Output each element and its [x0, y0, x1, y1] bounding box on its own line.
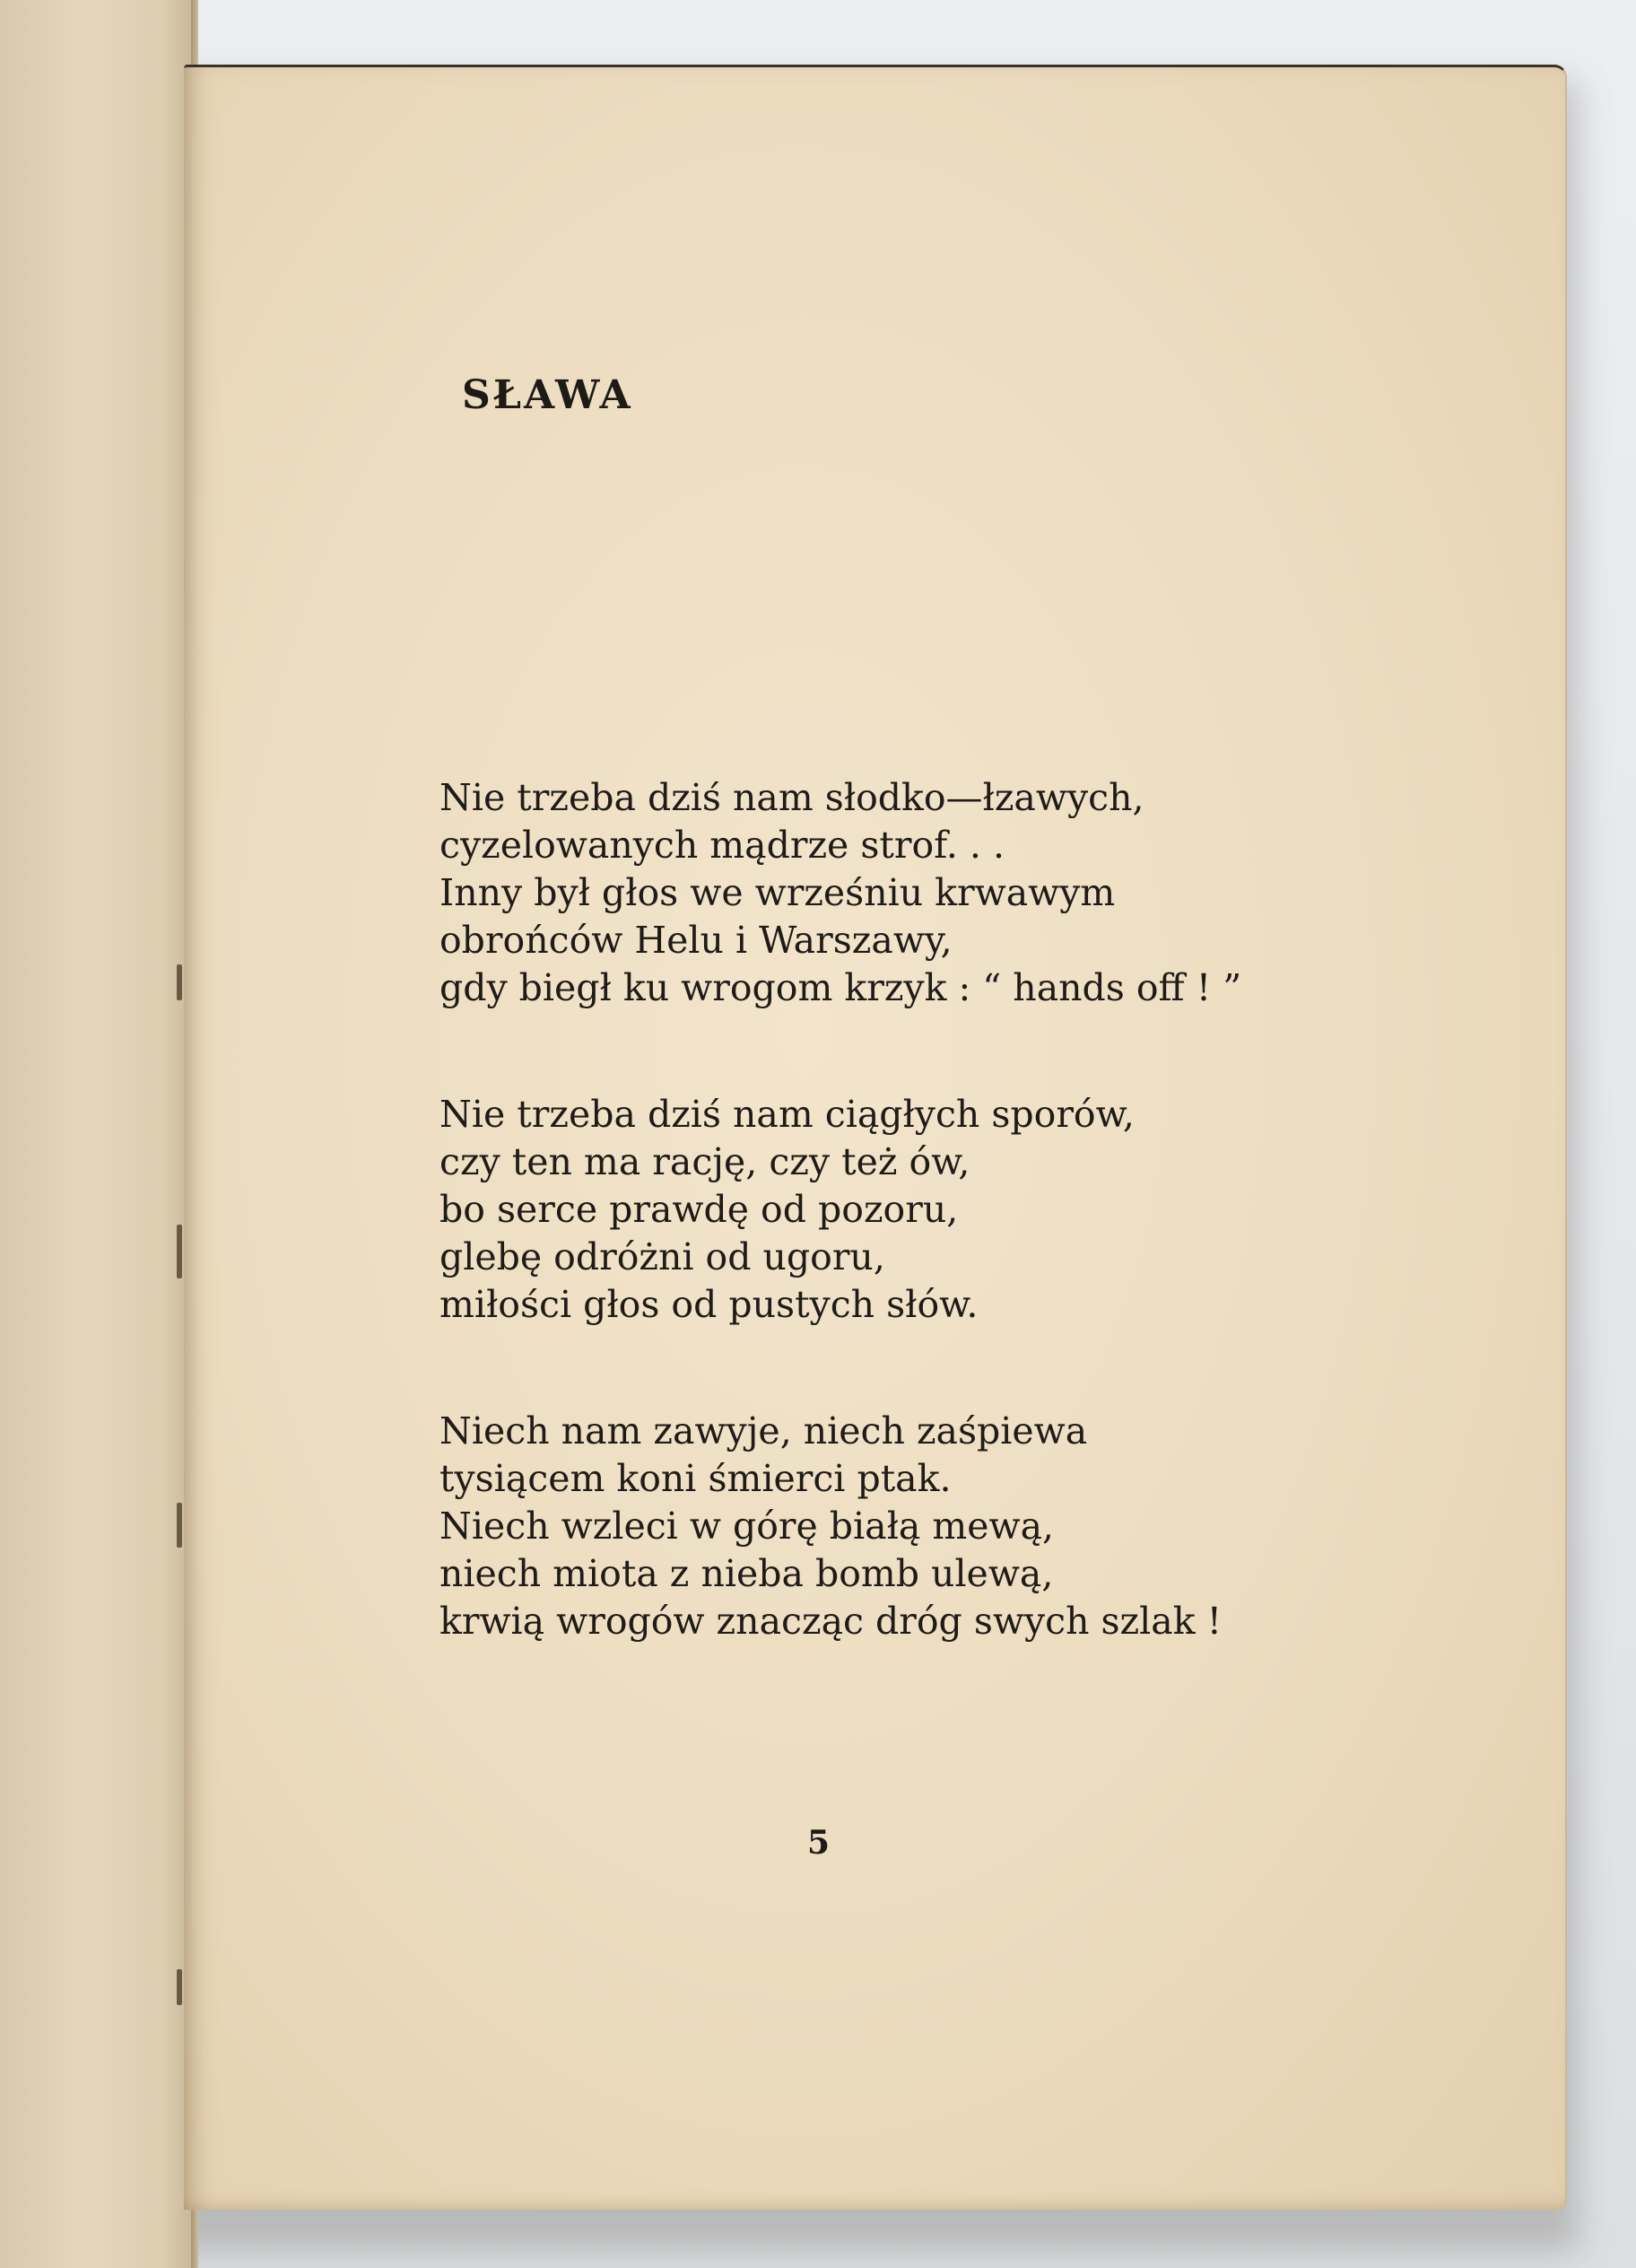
- poem-title: SŁAWA: [462, 372, 633, 418]
- binding-stitch: [177, 1225, 182, 1278]
- poem-line: Nie trzeba dziś nam ciągłych sporów,: [439, 1093, 1135, 1136]
- poem-line: Niech wzleci w górę białą mewą,: [439, 1505, 1055, 1548]
- right-page: [184, 65, 1567, 2210]
- stanza-3: [439, 1408, 1534, 1645]
- stanza-1: [439, 774, 1534, 1012]
- poem-line: niech miota z nieba bomb ulewą,: [439, 1552, 1054, 1595]
- poem-line: gdy biegł ku wrogom krzyk : “ hands off ! ”: [439, 966, 1242, 1009]
- poem-body: [439, 774, 1534, 1724]
- binding-stitch: [177, 1969, 182, 2005]
- poem-line: obrońców Helu i Warszawy,: [439, 919, 953, 962]
- poem-line: Nie trzeba dziś nam słodko—łzawych,: [439, 776, 1144, 819]
- poem-line: czy ten ma rację, czy też ów,: [439, 1140, 970, 1183]
- poem-line: Niech nam zawyje, niech zaśpiewa: [439, 1409, 1088, 1452]
- stanza-2: [439, 1091, 1534, 1329]
- poem-line: cyzelowanych mądrze strof. . .: [439, 824, 1005, 867]
- poem-line: krwią wrogów znacząc dróg swych szlak !: [439, 1600, 1223, 1643]
- binding-stitch: [177, 1503, 182, 1548]
- poem-line: miłości głos od pustych słów.: [439, 1283, 979, 1326]
- poem-line: tysiącem koni śmierci ptak.: [439, 1457, 952, 1500]
- binding-stitch: [177, 964, 182, 1000]
- poem-line: bo serce prawdę od pozoru,: [439, 1188, 959, 1231]
- poem-line: glebę odróżni od ugoru,: [439, 1235, 885, 1278]
- left-page: [0, 0, 195, 2268]
- poem-line: Inny był głos we wrześniu krwawym: [439, 871, 1116, 914]
- page-number: 5: [807, 1824, 831, 1862]
